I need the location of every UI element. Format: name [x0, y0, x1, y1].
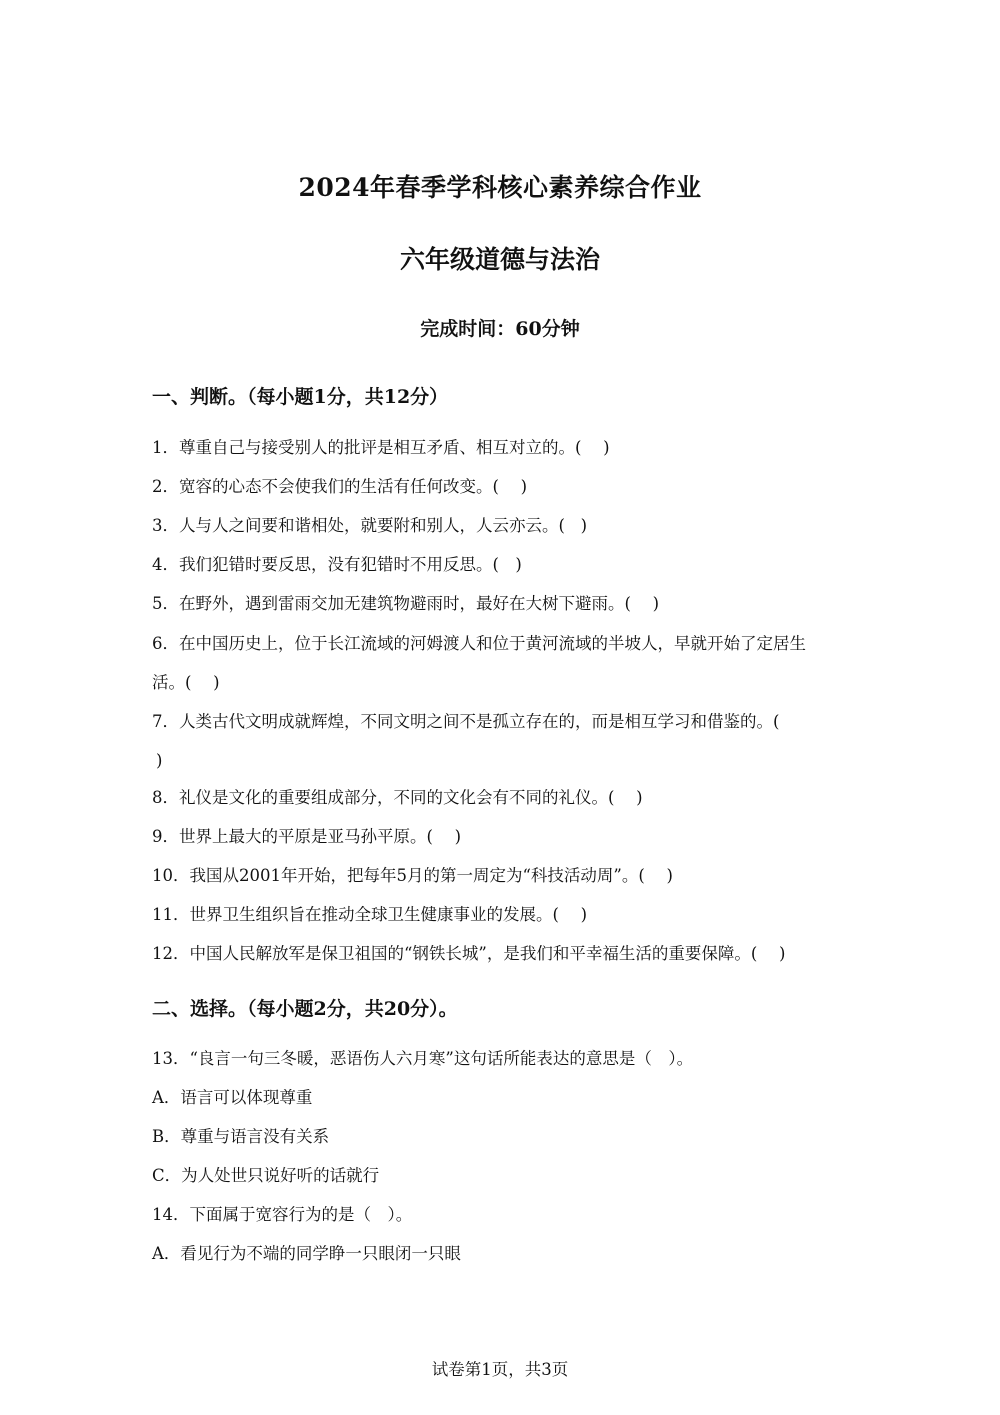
question-14: 14．下面属于宽容行为的是（ ）。 [152, 1205, 413, 1224]
question-13-option-b: B．尊重与语言没有关系 [152, 1127, 330, 1146]
question-14-option-a: A．看见行为不端的同学睁一只眼闭一只眼 [152, 1244, 461, 1263]
question-4: 4．我们犯错时要反思，没有犯错时不用反思。( ) [152, 555, 522, 574]
question-6-line-1: 6．在中国历史上，位于长江流域的河姆渡人和位于黄河流域的半坡人，早就开始了定居生 [152, 634, 806, 653]
question-13-option-a: A．语言可以体现尊重 [152, 1088, 313, 1107]
section-1-heading: 一、判断。（每小题1分，共12分） [152, 386, 449, 408]
question-5: 5．在野外，遇到雷雨交加无建筑物避雨时，最好在大树下避雨。( ) [152, 594, 660, 613]
question-6-line-2: 活。( ) [152, 673, 220, 692]
exam-subtitle: 六年级道德与法治 [399, 245, 600, 274]
question-13-option-c: C．为人处世只说好听的话就行 [152, 1166, 380, 1185]
question-7-line-2: ) [156, 751, 163, 770]
question-8: 8．礼仪是文化的重要组成部分，不同的文化会有不同的礼仪。( ) [152, 788, 643, 807]
question-13: 13．“良言一句三冬暖，恶语伤人六月寒”这句话所能表达的意思是（ ）。 [152, 1049, 694, 1068]
section-2-heading: 二、选择。（每小题2分，共20分）。 [152, 998, 458, 1020]
question-11: 11．世界卫生组织旨在推动全球卫生健康事业的发展。( ) [152, 905, 588, 924]
question-1: 1．尊重自己与接受别人的批评是相互矛盾、相互对立的。( ) [152, 438, 610, 457]
question-9: 9．世界上最大的平原是亚马孙平原。( ) [152, 827, 462, 846]
question-12: 12．中国人民解放军是保卫祖国的“钢铁长城”，是我们和平幸福生活的重要保障。( ) [152, 944, 786, 963]
question-2: 2．宽容的心态不会使我们的生活有任何改变。( ) [152, 477, 528, 496]
question-10: 10．我国从2001年开始，把每年5月的第一周定为“科技活动周”。( ) [152, 866, 673, 885]
question-3: 3．人与人之间要和谐相处，就要附和别人，人云亦云。( ) [152, 516, 588, 535]
page-footer: 试卷第1页，共3页 [431, 1360, 569, 1379]
completion-time: 完成时间：60分钟 [420, 318, 580, 340]
exam-title: 2024年春季学科核心素养综合作业 [298, 173, 702, 202]
question-7-line-1: 7．人类古代文明成就辉煌，不同文明之间不是孤立存在的，而是相互学习和借鉴的。( [152, 712, 780, 731]
